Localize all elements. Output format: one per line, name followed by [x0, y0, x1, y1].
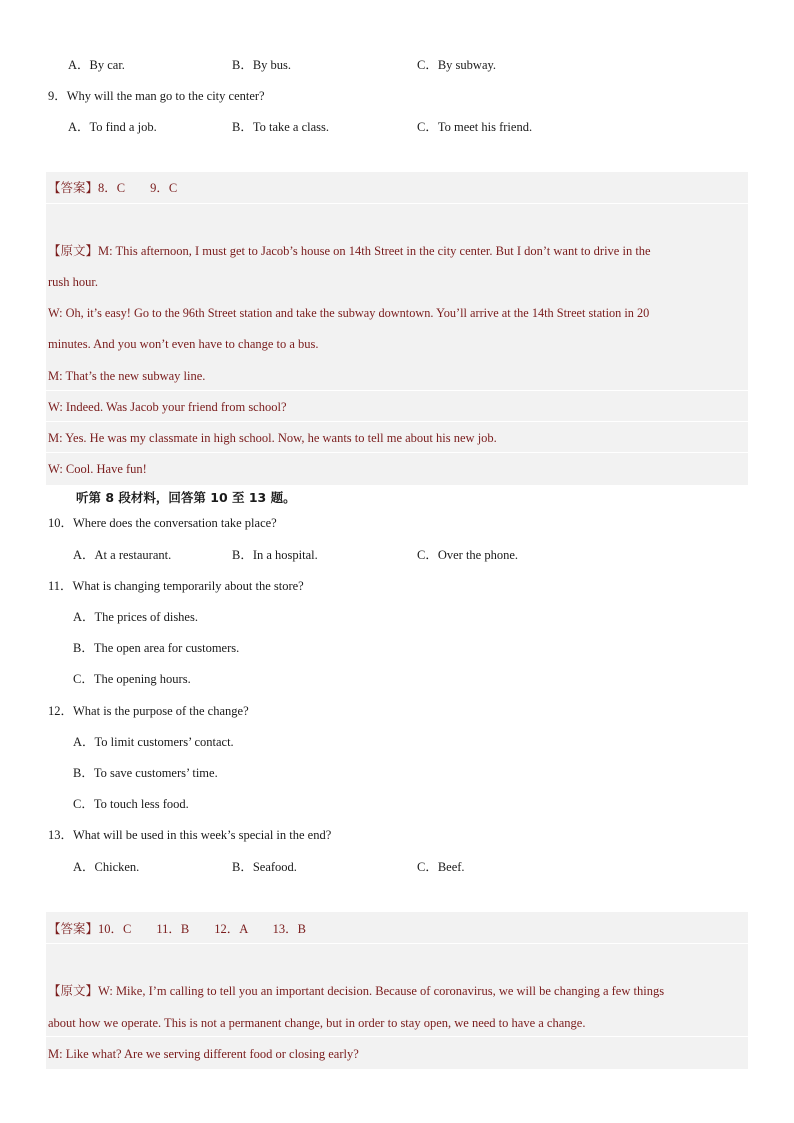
q10-option-c: C．Over the phone. — [417, 548, 519, 562]
answer-text: 10．C 11．B 12．A 13．B — [98, 922, 306, 936]
answer-2 — [48, 921, 306, 937]
q13-option-c: C．Beef. — [417, 860, 465, 874]
transcript-text: M: This afternoon, I must get to Jacob’s house on 14th Street in the city center. But I don’t want to drive in the — [98, 244, 651, 258]
q9-option-b: B．To take a class. — [232, 120, 330, 134]
q9-question: 9．Why will the man go to the city center? — [48, 89, 265, 103]
q12-question: 12．What is the purpose of the change? — [48, 704, 249, 718]
q13-option-b: B．Seafood. — [232, 860, 297, 874]
q10-option-a: A．At a restaurant. — [73, 548, 172, 562]
transcript-1-line-4: minutes. And you won’t even have to change to a bus. — [48, 337, 319, 351]
q13-option-a: A．Chicken. — [73, 860, 140, 874]
transcript-2-line-2: about how we operate. This is not a permanent change, but in order to stay open, we need to have a change. — [48, 1016, 586, 1030]
q8-option-c: C．By subway. — [417, 58, 497, 72]
q11-option-a: A．The prices of dishes. — [73, 610, 198, 624]
q11-option-c: C．The opening hours. — [73, 672, 191, 686]
q10-question: 10．Where does the conversation take place? — [48, 516, 277, 530]
q9-option-a: A．To find a job. — [68, 120, 157, 134]
q11-option-b: B．The open area for customers. — [73, 641, 240, 655]
transcript-text: W: Mike, I’m calling to tell you an important decision. Because of coronavirus, we will be changing a few things — [98, 984, 665, 998]
transcript-2-line-3: M: Like what? Are we serving different food or closing early? — [48, 1047, 359, 1061]
transcript-label: 【原文】 — [48, 244, 99, 258]
q8-option-a: A．By car. — [68, 58, 125, 72]
transcript-1-line-5: M: That’s the new subway line. — [48, 369, 206, 383]
transcript-1-line-1 — [48, 243, 651, 259]
q9-option-c: C．To meet his friend. — [417, 120, 533, 134]
section-heading: 听第 8 段材料，回答第 10 至 13 题。 — [76, 490, 296, 505]
transcript-1-line-3: W: Oh, it’s easy! Go to the 96th Street station and take the subway downtown. You’ll arrive at the 14th Street station in 20 — [48, 306, 650, 320]
q12-option-c: C．To touch less food. — [73, 797, 189, 811]
transcript-label: 【原文】 — [48, 984, 99, 998]
transcript-1-line-8: W: Cool. Have fun! — [48, 462, 147, 476]
transcript-1-line-6: W: Indeed. Was Jacob your friend from school? — [48, 400, 287, 414]
transcript-2-line-1 — [48, 983, 664, 999]
answer-label: 【答案】 — [48, 922, 99, 936]
answer-text: 8．C 9．C — [98, 181, 178, 195]
q11-question: 11．What is changing temporarily about the store? — [48, 579, 304, 593]
q10-option-b: B．In a hospital. — [232, 548, 318, 562]
q8-option-b: B．By bus. — [232, 58, 292, 72]
q13-question: 13．What will be used in this week’s special in the end? — [48, 828, 332, 842]
answer-label: 【答案】 — [48, 181, 99, 195]
transcript-1-line-7: M: Yes. He was my classmate in high school. Now, he wants to tell me about his new job. — [48, 431, 497, 445]
answer-1 — [48, 180, 177, 196]
transcript-1-line-2: rush hour. — [48, 275, 98, 289]
q12-option-b: B．To save customers’ time. — [73, 766, 218, 780]
q12-option-a: A．To limit customers’ contact. — [73, 735, 234, 749]
